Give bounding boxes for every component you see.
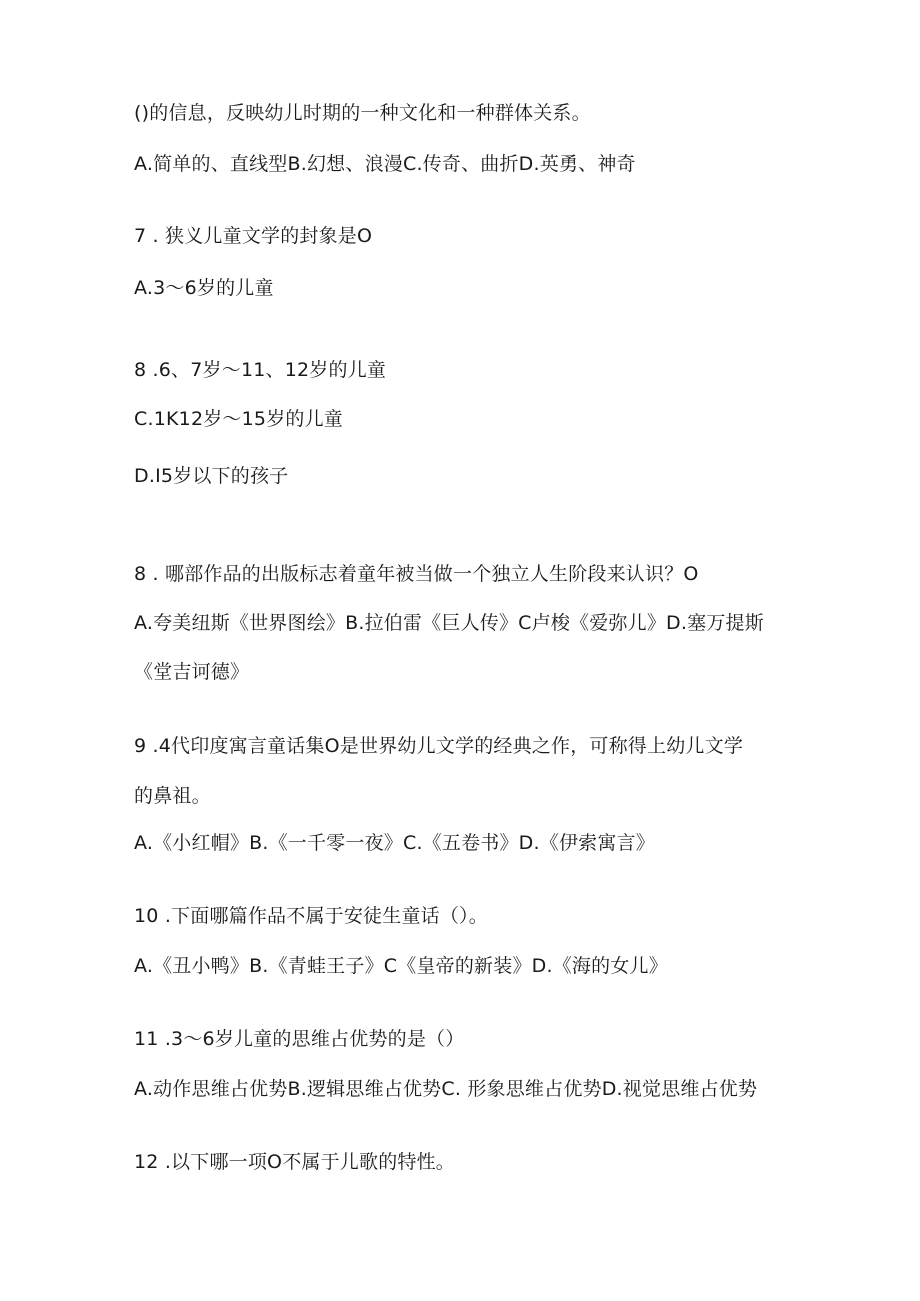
question-7: 7 . 狭义儿童文学的封象是O: [134, 225, 373, 247]
question-11: 11 .3～6岁儿童的思维占优势的是（）: [134, 1028, 465, 1050]
answer-option: 8 .6、7岁～11、12岁的儿童: [134, 359, 387, 381]
answer-option: D.I5岁以下的孩子: [134, 465, 289, 487]
question-12: 12 .以下哪一项O不属于儿歌的特性。: [134, 1151, 456, 1173]
question-9-continued: 的鼻祖。: [134, 785, 211, 807]
answer-options: A.《小红帽》B.《一千零一夜》C.《五卷书》D.《伊索寓言》: [134, 832, 655, 854]
answer-option: A.3～6岁的儿童: [134, 277, 274, 299]
answer-options: A.简单的、直线型B.幻想、浪漫C.传奇、曲折D.英勇、神奇: [134, 153, 636, 175]
question-8: 8 . 哪部作品的出版标志着童年被当做一个独立人生阶段来认识？O: [134, 563, 699, 585]
answer-options: A.夸美纽斯《世界图绘》B.拉伯雷《巨人传》C卢梭《爱弥儿》D.塞万提斯: [134, 612, 764, 634]
answer-option: C.1K12岁～15岁的儿童: [134, 408, 344, 430]
text-line: ()的信息，反映幼儿时期的一种文化和一种群体关系。: [134, 102, 591, 124]
answer-options-continued: 《堂吉诃德》: [134, 661, 250, 683]
question-9: 9 .4代印度寓言童话集O是世界幼儿文学的经典之作，可称得上幼儿文学: [134, 735, 744, 757]
answer-options: A.动作思维占优势B.逻辑思维占优势C. 形象思维占优势D.视觉思维占优势: [134, 1078, 758, 1100]
answer-options: A.《丑小鸭》B.《青蛙王子》C《皇帝的新装》D.《海的女儿》: [134, 955, 668, 977]
question-10: 10 .下面哪篇作品不属于安徒生童话（）。: [134, 905, 488, 927]
